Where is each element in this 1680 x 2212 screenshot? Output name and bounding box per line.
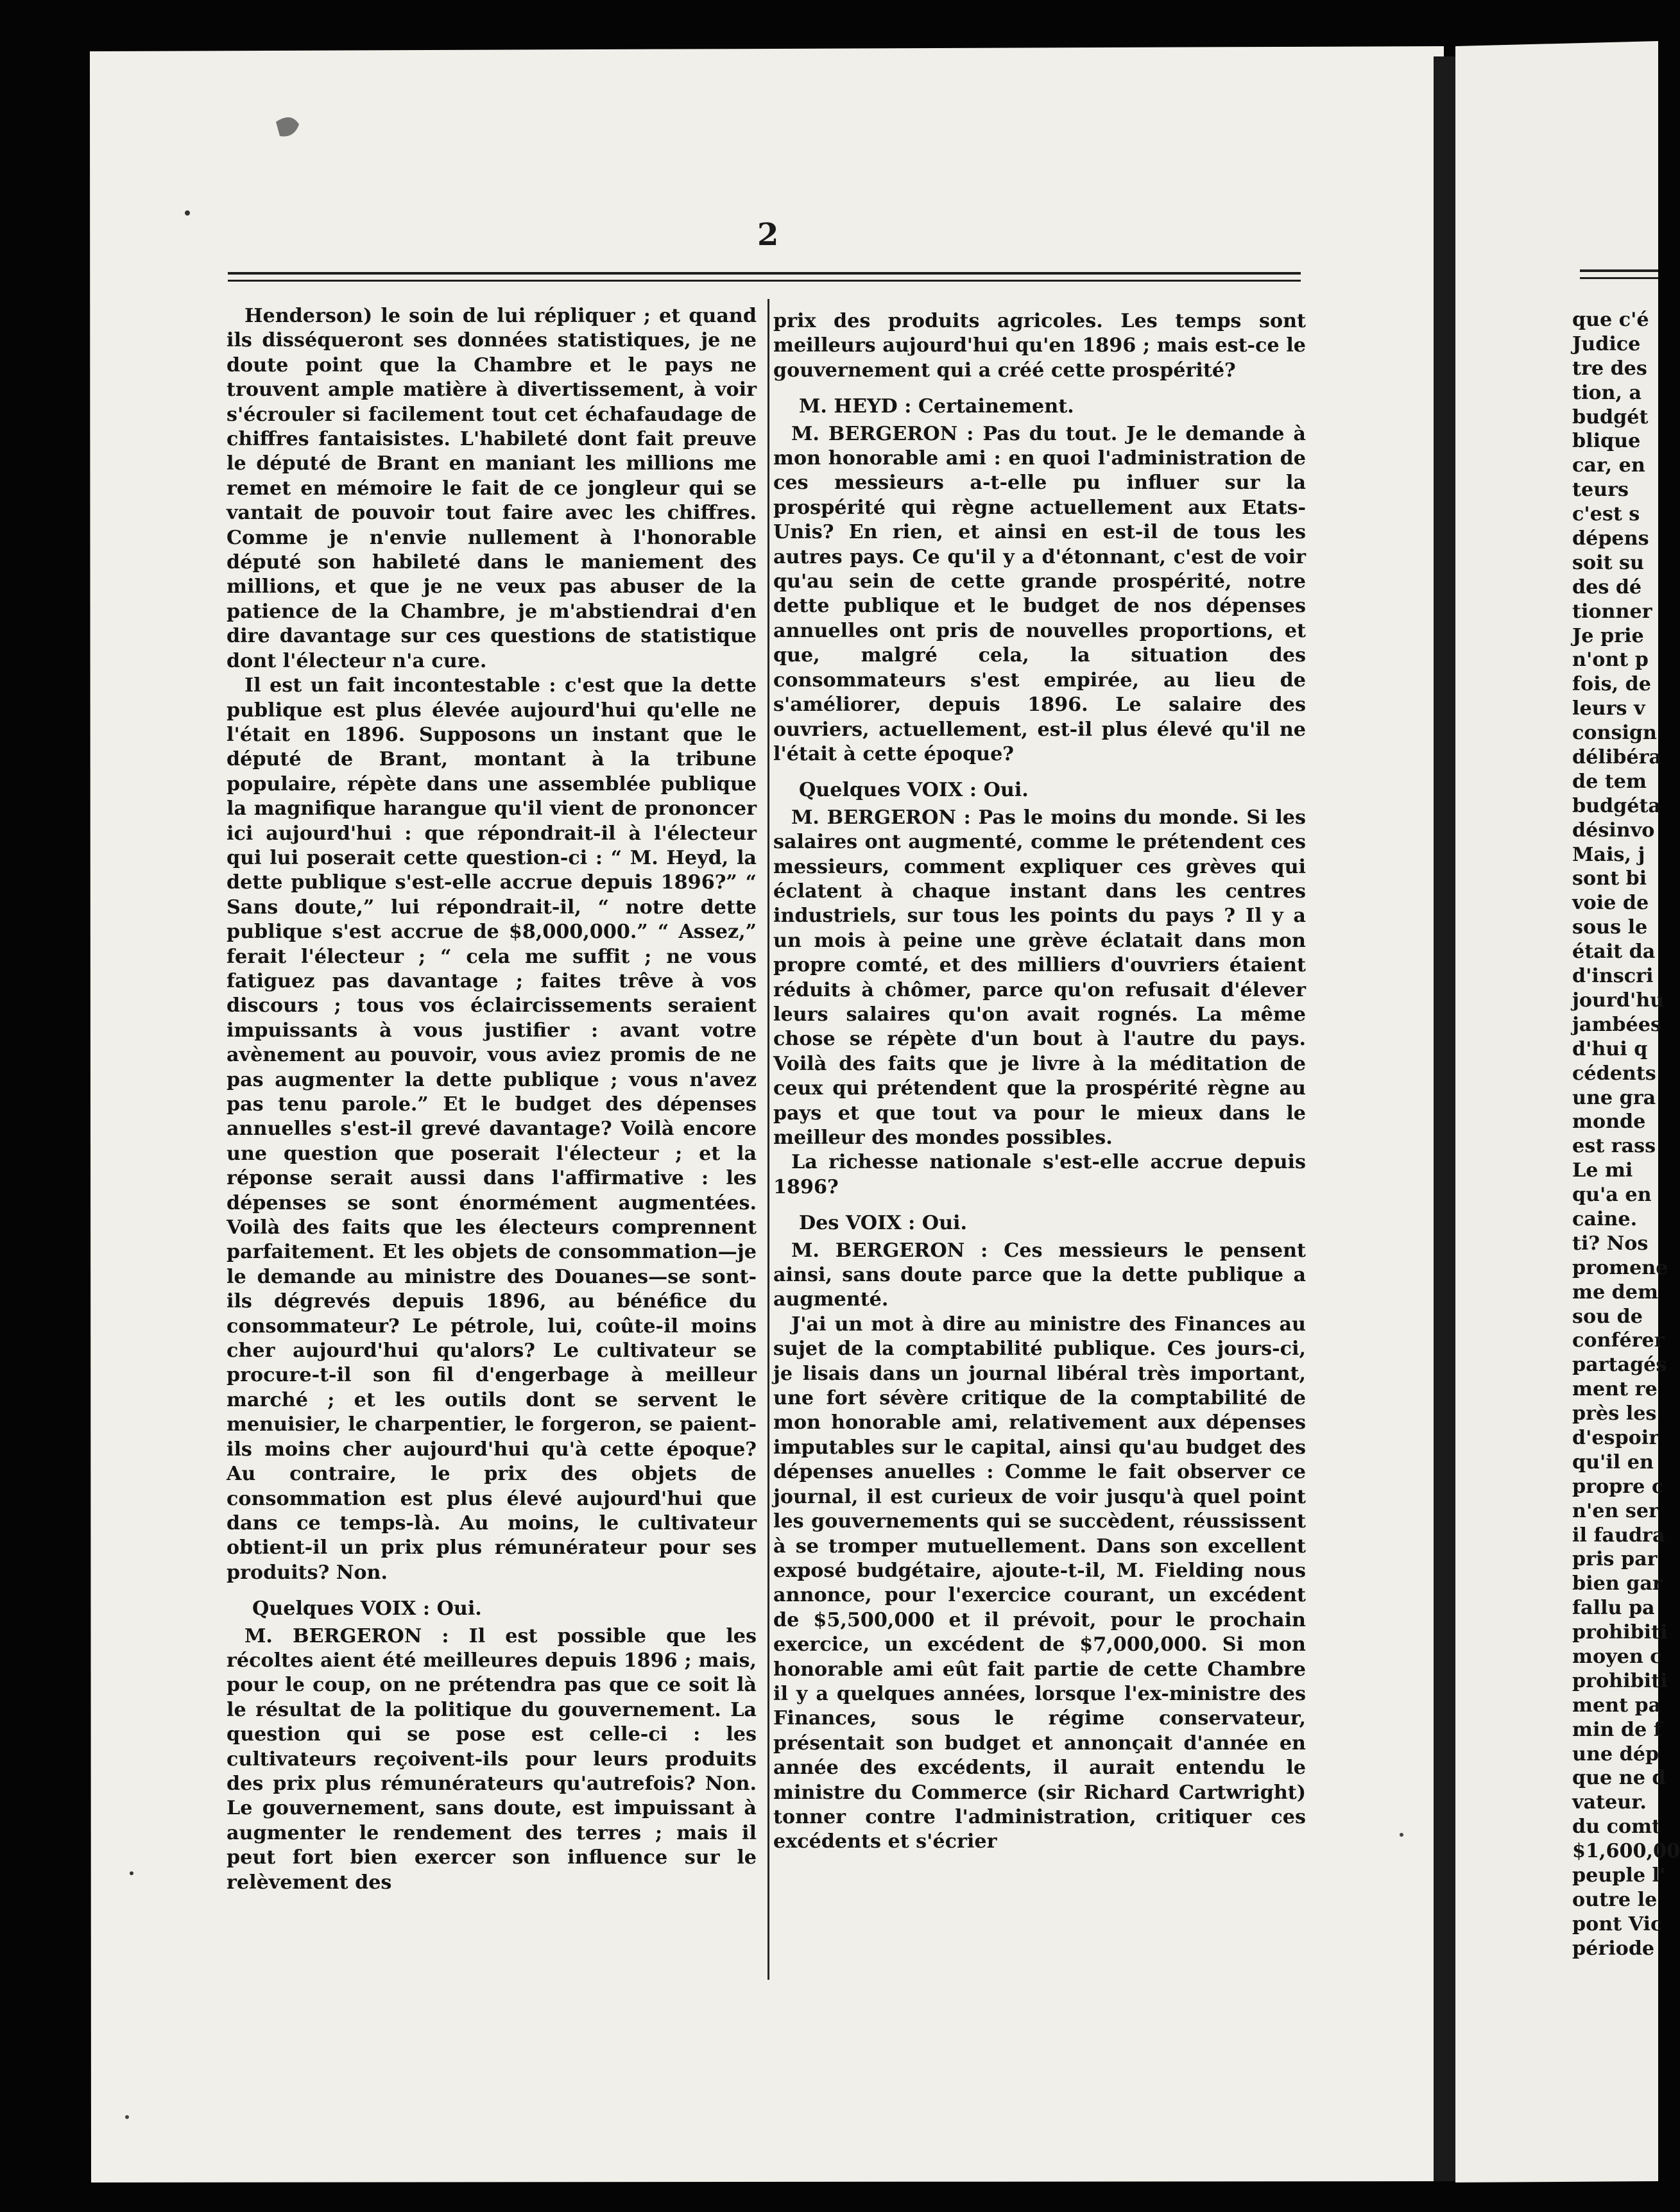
paragraph: M. BERGERON : Pas le moins du monde. Si les salaires ont augmenté, comme le prétendent ces messieurs, comment expliquer ces grèves qui éclatent à chaque instant dans les centres industriels, sur tous les points du pays ? Il y a un mois à peine une grève éclatait dans mon propre comté, et des milliers d'ouvriers étaient réduits à chômer, parce qu'on refusait d'élever leurs salaires qu'on avait rognés. La même chose se répète d'un bout à l'autre du pays. Voilà des faits que je livre à la méditation de ceux qui prétendent que la prospérité règne au pays et que tout va pour le mieux dans le meilleur des mondes possibles.: [773, 806, 1306, 1149]
facing-page-line-fragment: qu'a en: [1572, 1184, 1652, 1207]
paragraph: Henderson) le soin de lui répliquer ; et quand ils disséqueront ses données statistiques, je ne doute point que la Chambre et le pays ne trouvent ample matière à divertissement, à voir s'écrouler si facilement tout cet échafaudage de chiffres fantaisistes. L'habileté dont fait preuve le député de Brant en maniant les millions me remet en mémoire le fait de ce jongleur qui se vantait de pouvoir tout faire avec les chiffres. Comme je n'envie nullement à l'honorable député son habileté dans le maniement des millions, et que je ne veux pas abuser de la patience de la Chambre, je m'abstiendrai d'en dire davantage sur ces questions de statistique dont l'électeur n'a cure.: [227, 305, 757, 672]
facing-page-line-fragment: monde: [1572, 1110, 1646, 1134]
facing-page-line-fragment: n'en ser: [1572, 1499, 1659, 1522]
facing-page-line-fragment: ment re: [1572, 1378, 1658, 1401]
facing-page-line-fragment: jambées: [1572, 1013, 1661, 1036]
speaker-line: Quelques VOIX : Oui.: [252, 1597, 482, 1621]
facing-page-line-fragment: Je prie: [1572, 624, 1644, 647]
facing-page-line-fragment: propre c: [1572, 1475, 1664, 1498]
facing-page-line-fragment: min de f: [1572, 1718, 1662, 1741]
facing-page-line-fragment: est rass: [1572, 1135, 1656, 1158]
facing-page-line-fragment: Le mi: [1572, 1159, 1633, 1182]
facing-page-line-fragment: une dép: [1572, 1742, 1659, 1765]
facing-page-line-fragment: teurs: [1572, 479, 1629, 502]
facing-page-line-fragment: tionner: [1572, 600, 1652, 623]
facing-page-line-fragment: une gra: [1572, 1086, 1656, 1109]
facing-page-line-fragment: sou de: [1572, 1305, 1643, 1328]
facing-page-line-fragment: peuple l': [1572, 1864, 1666, 1887]
facing-page-line-fragment: sont bi: [1572, 867, 1647, 890]
facing-page-line-fragment: caine.: [1572, 1207, 1638, 1230]
facing-page-line-fragment: tion, a: [1572, 381, 1642, 404]
facing-page-line-fragment: $1,600,00: [1572, 1840, 1680, 1863]
facing-page-line-fragment: consign: [1572, 722, 1657, 745]
facing-page-line-fragment: délibéra: [1572, 746, 1662, 769]
middle-text-column: [773, 309, 1306, 1855]
page-gutter: [1434, 56, 1455, 2181]
facing-page-line-fragment: moyen c: [1572, 1645, 1662, 1668]
facing-page-line-fragment: Mais, j: [1572, 843, 1645, 866]
paragraph: M. BERGERON : Il est possible que les récoltes aient été meilleures depuis 1896 ; mais, pour le coup, on ne prétendra pas que ce soit là le résultat de la politique du gouvernement. La question qui se pose est celle-ci : les cultivateurs reçoivent-ils pour leurs produits des prix plus rémunérateurs qu'autrefois? Non. Le gouvernement, sans doute, est impuissant à augmenter le rendement des terres ; mais il peut fort bien exercer son influence sur le relèvement des: [227, 1624, 757, 1894]
facing-page-line-fragment: qu'il en: [1572, 1451, 1654, 1474]
facing-page-line-fragment: pris par: [1572, 1548, 1658, 1571]
ink-speck: [185, 210, 190, 216]
paragraph: Il est un fait incontestable : c'est que la dette publique est plus élevée aujourd'hui qu'elle ne l'était en 1896. Supposons un instant que le député de Brant, montant à la tribune populaire, répète dans une assemblée publique la magnifique harangue qu'il vient de prononcer ici aujourd'hui : que répondrait-il à l'électeur qui lui poserait cette question-ci : “ M. Heyd, la dette publique s'est-elle accrue depuis 1896?” “ Sans doute,” lui répondrait-il, “ notre dette publique s'est accrue de $8,000,000.” “ Assez,” ferait l'électeur ; “ cela me suffit ; ne vous fatiguez pas davantage ; faites trêve à vos discours ; tous vos éclaircissements seraient impuissants à vous justifier : avant votre avènement au pouvoir, vous aviez promis de ne pas augmenter la dette publique ; vous n'avez pas tenu parole.” Et le budget des dépenses annuelles s'est-il grevé davantage? Voilà encore une question que poserait l'électeur ; et la réponse serait aussi dans l'affirmative : les dépenses se sont énormément augmentées. Voilà des faits que les électeurs comprennent parfaitement. Et les objets de consommation—je le demande au ministre des Douanes—se sont-ils dégrevés depuis 1896, au bénéfice du consommateur? Le pétrole, lui, coûte-il moins cher aujourd'hui qu'alors? Le cultivateur se procure-t-il son fil d'engerbage à meilleur marché ; et les outils dont se servent le menuisier, le charpentier, le forgeron, se paient-ils moins cher aujourd'hui qu'à cette époque? Au contraire, le prix des objets de consommation est plus élevé aujourd'hui que dans ce temps-là. Au moins, le cultivateur obtient-il un prix plus rémunérateur pour ses produits? Non.: [227, 674, 757, 1584]
facing-page-line-fragment: budgéta: [1572, 794, 1661, 817]
facing-page-line-fragment: conférer: [1572, 1329, 1665, 1352]
facing-page-line-fragment: que c'é: [1572, 309, 1649, 331]
speaker-line: Quelques VOIX : Oui.: [799, 779, 1029, 802]
facing-page-line-fragment: il faudra: [1572, 1524, 1665, 1547]
paragraph: prix des produits agricoles. Les temps sont meilleurs aujourd'hui qu'en 1896 ; mais est-ce le gouvernement qui a créé cette prospérité?: [773, 310, 1306, 382]
left-text-column: [227, 304, 757, 1895]
facing-page-line-fragment: dépens: [1572, 527, 1649, 550]
facing-page-line-fragment: bien gar: [1572, 1572, 1663, 1595]
paragraph: La richesse nationale s'est-elle accrue depuis 1896?: [773, 1151, 1306, 1198]
column-divider: [767, 299, 769, 1980]
facing-page-line-fragment: tre des: [1572, 357, 1647, 380]
facing-page-line-fragment: que ne d: [1572, 1767, 1666, 1790]
facing-page-line-fragment: outre le: [1572, 1888, 1658, 1911]
facing-page-line-fragment: partagés: [1572, 1354, 1667, 1377]
facing-page-line-fragment: de tem: [1572, 770, 1647, 793]
facing-page-line-fragment: c'est s: [1572, 503, 1640, 526]
header-rule-bottom: [228, 280, 1301, 282]
facing-page-line-fragment: fallu pa: [1572, 1597, 1655, 1620]
facing-page-line-fragment: prohibiti: [1572, 1669, 1668, 1692]
facing-page-text-fragments: [1572, 308, 1680, 1961]
facing-page-line-fragment: ment pa: [1572, 1694, 1661, 1717]
facing-page-line-fragment: période: [1572, 1937, 1655, 1960]
ink-speck: [1400, 1833, 1403, 1837]
facing-page-line-fragment: pont Vic: [1572, 1912, 1663, 1936]
facing-page-line-fragment: était da: [1572, 940, 1656, 964]
facing-page-line-fragment: voie de: [1572, 892, 1649, 915]
facing-page-line-fragment: désinvo: [1572, 819, 1655, 842]
facing-page-line-fragment: vateur.: [1572, 1791, 1647, 1814]
paragraph: M. BERGERON : Ces messieurs le pensent ainsi, sans doute parce que la dette publique a augmenté.: [773, 1239, 1306, 1311]
facing-page-line-fragment: d'espoir: [1572, 1426, 1659, 1449]
facing-page-line-fragment: fois, de: [1572, 673, 1651, 696]
facing-page-line-fragment: soit su: [1572, 551, 1644, 574]
facing-page-line-fragment: des dé: [1572, 575, 1642, 599]
facing-page-line-fragment: promene: [1572, 1256, 1668, 1279]
header-rule-top: [228, 272, 1301, 275]
facing-page-line-fragment: du comt: [1572, 1816, 1661, 1839]
paragraph: M. BERGERON : Pas du tout. Je le demande à mon honorable ami : en quoi l'administration de ces messieurs a-t-elle pu influer sur la prospérité qui règne actuellement aux Etats-Unis? En rien, et ainsi en est-il de tous les autres pays. Ce qu'il y a d'étonnant, c'est de voir qu'au sein de cette grande prospérité, notre dette publique et le budget de nos dépenses annuelles ont pris de nouvelles proportions, et que, malgré cela, la situation des consommateurs s'est empirée, au lieu de s'améliorer, depuis 1896. Le salaire des ouvriers, actuellement, est-il plus élevé qu'il ne l'était à cette époque?: [773, 422, 1306, 765]
page-number: 2: [757, 217, 779, 253]
facing-page-line-fragment: ti? Nos: [1572, 1232, 1649, 1255]
speaker-line: Des VOIX : Oui.: [799, 1212, 968, 1235]
facing-page-line-fragment: près les: [1572, 1402, 1657, 1425]
facing-page-line-fragment: car, en: [1572, 454, 1645, 477]
facing-page-line-fragment: Judice: [1572, 332, 1641, 355]
facing-page-line-fragment: n'ont p: [1572, 649, 1649, 672]
facing-page-line-fragment: d'hui q: [1572, 1037, 1648, 1060]
facing-page-line-fragment: cédents: [1572, 1062, 1656, 1085]
paragraph: J'ai un mot à dire au ministre des Finances au sujet de la comptabilité publique. Ces jours-ci, je lisais dans un journal libéral très important, une fort sévère critique de la comptabilité de mon honorable ami, relativement aux dépenses imputables sur le capital, ainsi qu'au budget des dépenses anuelles : Comme le fait observer ce journal, il est curieux de voir jusqu'à quel point les gouvernements qui se succèdent, réussissent à se tromper mutuellement. Dans son excellent exposé budgétaire, ajoute-t-il, M. Fielding nous annonce, pour l'exercice courant, un excédent de $5,500,000 et il prévoit, pour le prochain exercice, un excédent de $7,000,000. Si mon honorable ami eût fait partie de cette Chambre il y a quelques années, lorsque l'ex-ministre des Finances, sous le régime conservateur, présentait son budget et annonçait d'année en année des excédents, il aurait entendu le ministre du Commerce (sir Richard Cartwright) tonner contre l'administration, critiquer ces excédents et s'écrier: [773, 1313, 1306, 1853]
facing-page-line-fragment: d'inscri: [1572, 965, 1654, 988]
facing-page-line-fragment: jourd'hu: [1572, 989, 1665, 1012]
ink-speck: [125, 2115, 129, 2119]
facing-header-rule-bottom: [1580, 277, 1658, 279]
ink-speck: [130, 1871, 133, 1875]
facing-page-line-fragment: leurs v: [1572, 697, 1645, 720]
facing-page-line-fragment: me dem: [1572, 1280, 1658, 1304]
facing-header-rule-top: [1580, 269, 1658, 272]
facing-page-line-fragment: prohibiti: [1572, 1621, 1668, 1644]
facing-page-line-fragment: sous le: [1572, 916, 1648, 939]
speaker-line: M. HEYD : Certainement.: [799, 395, 1074, 418]
facing-page-line-fragment: blique: [1572, 430, 1641, 453]
facing-page-line-fragment: budgét: [1572, 405, 1649, 429]
